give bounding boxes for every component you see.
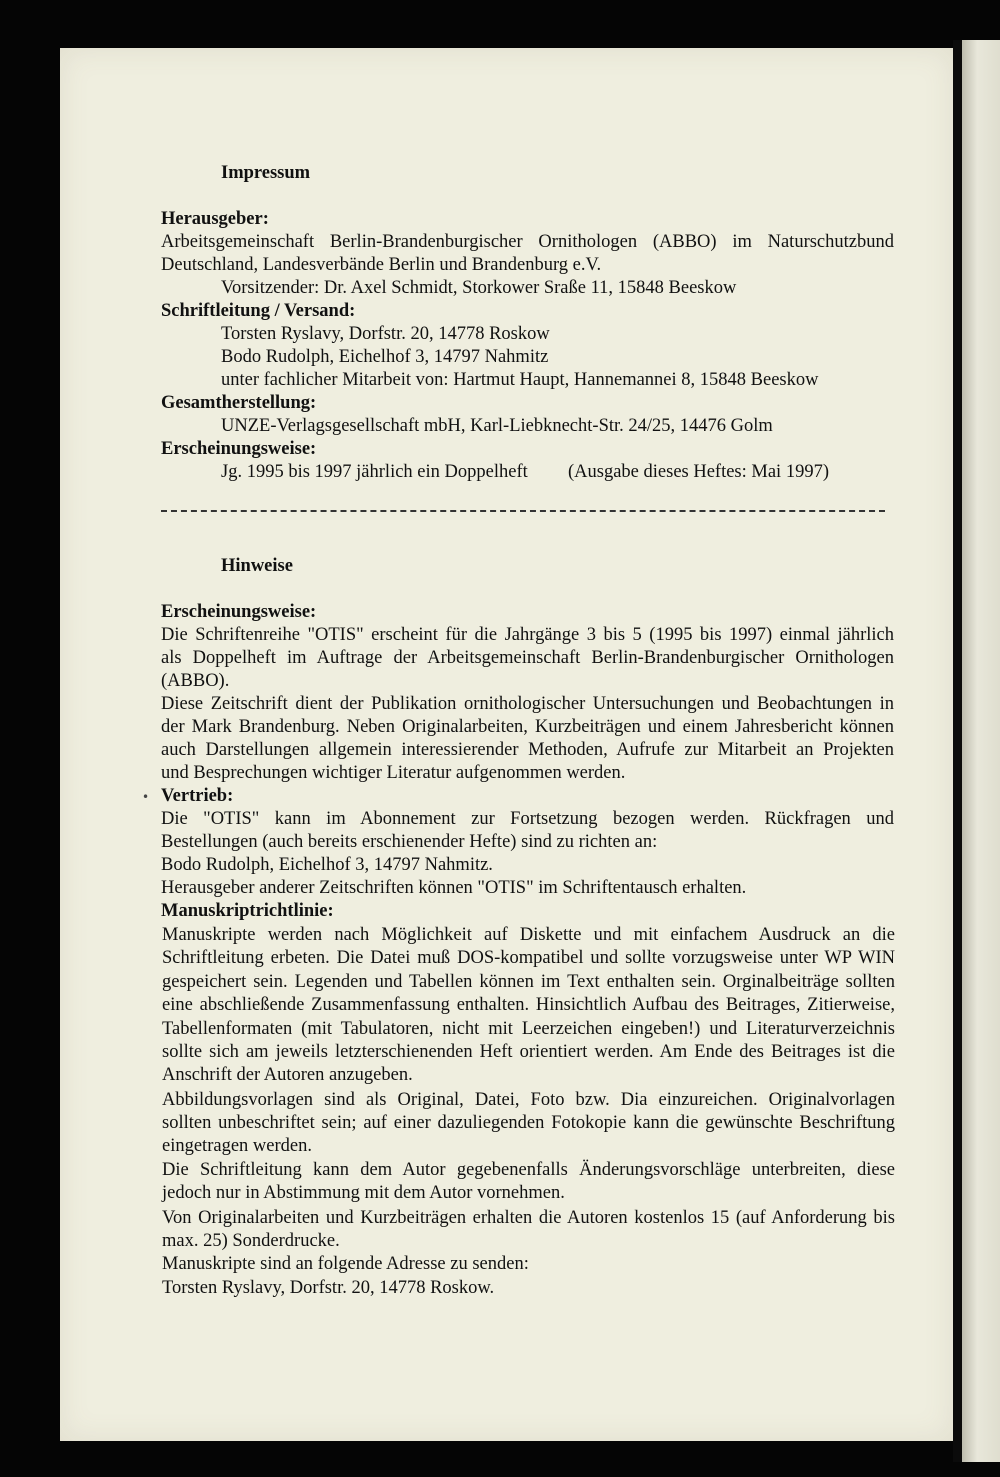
erscheinungsweise-line: Jg. 1995 bis 1997 jährlich ein Doppelheft (221, 462, 528, 482)
body-line: eine abschließende Zusammenfassung enthalten. Hinsichtlich Aufbau des Beitrages, Zitierweise, (162, 995, 895, 1015)
body-line: Diese Zeitschrift dient der Publikation ornithologischer Untersuchungen und Beobachtungen in (161, 694, 894, 714)
body-line: sollte sich am jeweils letzterschienenden Heft orientiert werden. Am Ende des Beitrages ist die (162, 1042, 895, 1062)
herausgeber-line: Deutschland, Landesverbände Berlin und Brandenburg e.V. (161, 255, 602, 275)
dashed-divider (161, 510, 885, 512)
hinweise-heading: Hinweise (221, 556, 293, 576)
body-line: max. 25) Sonderdrucke. (162, 1231, 340, 1251)
body-line: Manuskripte sind an folgende Adresse zu senden: (162, 1254, 529, 1274)
body-line: Herausgeber anderer Zeitschriften können "OTIS" im Schriftentausch erhalten. (161, 878, 747, 898)
impressum-heading: Impressum (221, 163, 311, 183)
schriftleitung-line: Bodo Rudolph, Eichelhof 3, 14797 Nahmitz (221, 347, 549, 367)
manuskript-label: Manuskriptrichtlinie: (161, 901, 334, 921)
body-line: Anschrift der Autoren anzugeben. (162, 1065, 413, 1085)
body-line: Torsten Ryslavy, Dorfstr. 20, 14778 Roskow. (162, 1278, 495, 1298)
body-line: jedoch nur in Abstimmung mit dem Autor vornehmen. (162, 1183, 565, 1203)
body-line: auch Darstellungen allgemein interessierender Methoden, Aufrufe zur Mitarbeit an Projekten (161, 740, 894, 760)
herausgeber-line: Arbeitsgemeinschaft Berlin-Brandenburgischer Ornithologen (ABBO) im Naturschutzbund (161, 232, 894, 252)
body-line: der Mark Brandenburg. Neben Originalarbeiten, Kurzbeiträgen und einem Jahresbericht können (161, 717, 894, 737)
adjacent-page-edge (962, 40, 1000, 1462)
erscheinungsweise-note: (Ausgabe dieses Heftes: Mai 1997) (568, 462, 829, 482)
body-line: eingetragen werden. (162, 1136, 312, 1156)
binding-gap (953, 40, 962, 1462)
body-line: Tabellenformaten (mit Tabulatoren, nicht mit Leerzeichen eingeben!) und Literaturverzeichnis (162, 1019, 895, 1039)
body-line: Bodo Rudolph, Eichelhof 3, 14797 Nahmitz. (161, 855, 493, 875)
body-line: Schriftleitung erbeten. Die Datei muß DOS-kompatibel und sollte vorzugsweise unter WP WIN (162, 948, 895, 968)
body-line: (ABBO). (161, 671, 230, 691)
herausgeber-label: Herausgeber: (161, 209, 269, 229)
body-line: Die Schriftenreihe "OTIS" erscheint für die Jahrgänge 3 bis 5 (1995 bis 1997) einmal jährlich (161, 625, 894, 645)
body-line: sollten unbeschriftet sein; auf einer dazuliegenden Fotokopie kann die gewünschte Beschriftung (162, 1113, 895, 1133)
body-line: als Doppelheft im Auftrage der Arbeitsgemeinschaft Berlin-Brandenburgischer Ornithologen (161, 648, 894, 668)
gesamtherstellung-line: UNZE-Verlagsgesellschaft mbH, Karl-Liebknecht-Str. 24/25, 14476 Golm (221, 416, 773, 436)
body-line: Abbildungsvorlagen sind als Original, Datei, Foto bzw. Dia einzureichen. Originalvorlagen (162, 1090, 895, 1110)
margin-mark: • (142, 790, 150, 804)
schriftleitung-line: Torsten Ryslavy, Dorfstr. 20, 14778 Roskow (221, 324, 550, 344)
erscheinungsweise-label: Erscheinungsweise: (161, 602, 317, 622)
body-line: Die "OTIS" kann im Abonnement zur Fortsetzung bezogen werden. Rückfragen und (161, 809, 894, 829)
body-line: Die Schriftleitung kann dem Autor gegebenenfalls Änderungsvorschläge unterbreiten, diese (162, 1160, 895, 1180)
erscheinungsweise-label: Erscheinungsweise: (161, 439, 317, 459)
body-line: und Besprechungen wichtiger Literatur aufgenommen werden. (161, 763, 626, 783)
body-line: Von Originalarbeiten und Kurzbeiträgen erhalten die Autoren kostenlos 15 (auf Anforderung bis (162, 1208, 895, 1228)
vorsitzender-line: Vorsitzender: Dr. Axel Schmidt, Storkower Sraße 11, 15848 Beeskow (221, 278, 737, 298)
schriftleitung-line: unter fachlicher Mitarbeit von: Hartmut Haupt, Hannemannei 8, 15848 Beeskow (221, 370, 819, 390)
body-line: Manuskripte werden nach Möglichkeit auf Diskette und mit einfachem Ausdruck an die (162, 925, 895, 945)
body-line: Bestellungen (auch bereits erschienender Hefte) sind zu richten an: (161, 832, 658, 852)
body-line: gespeichert sein. Legenden und Tabellen können im Text enthalten sein. Orginalbeiträge sollten (162, 972, 895, 992)
vertrieb-label: Vertrieb: (161, 786, 234, 806)
gesamtherstellung-label: Gesamtherstellung: (161, 393, 317, 413)
schriftleitung-label: Schriftleitung / Versand: (161, 301, 356, 321)
